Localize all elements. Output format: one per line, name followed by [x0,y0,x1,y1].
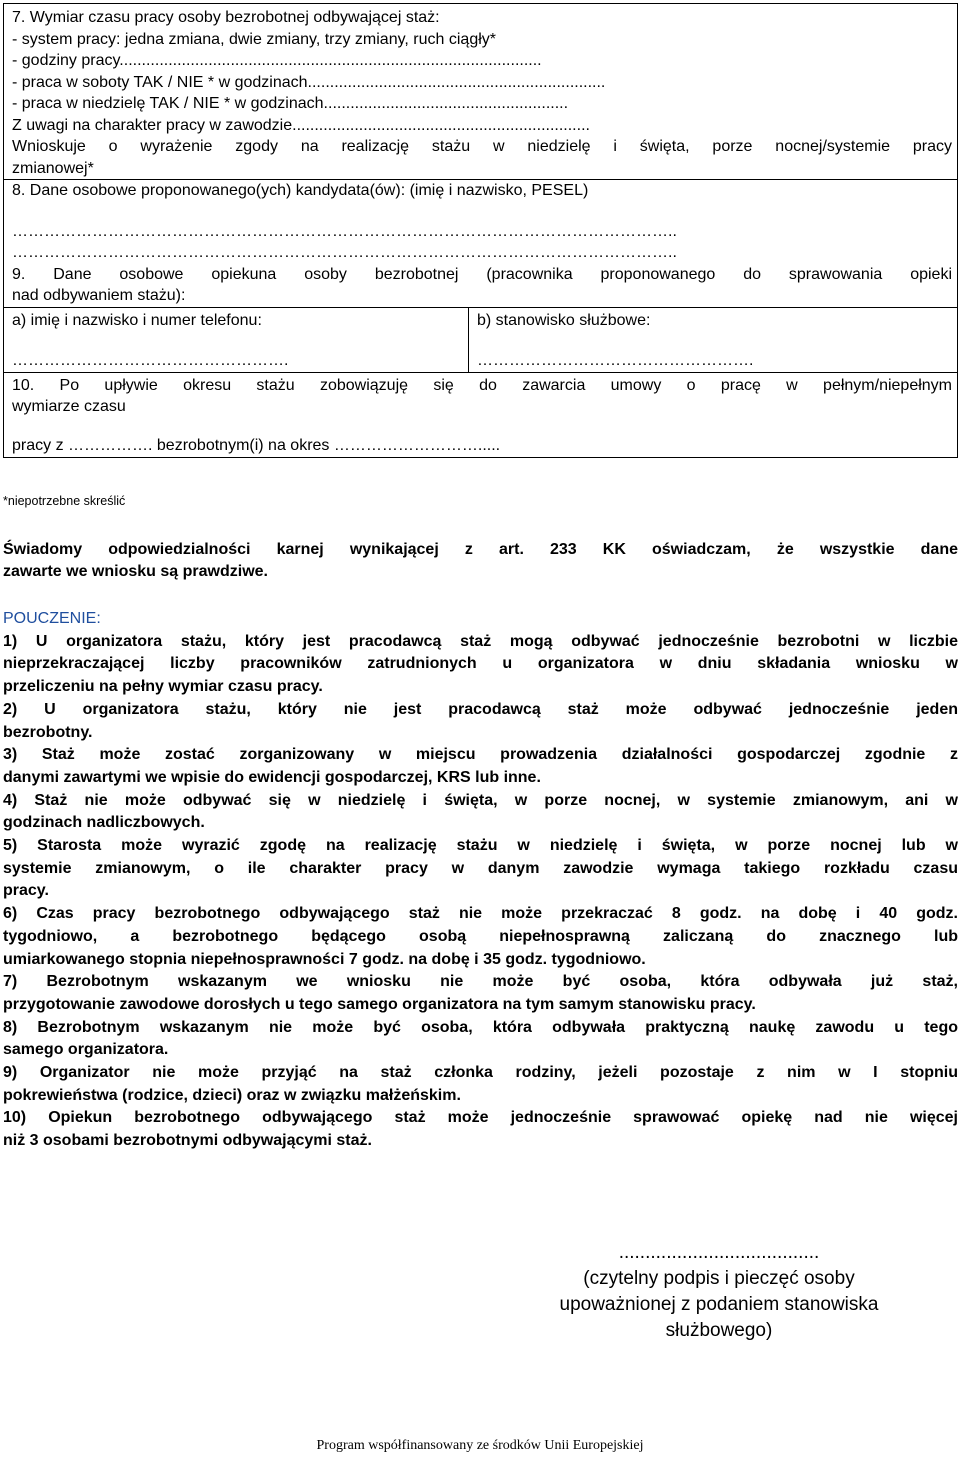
instructions-title: POUCZENIE: [3,610,101,627]
section-10 [4,372,957,458]
s9-col-a-label: a) imię i nazwisko i numer telefonu: [12,311,262,329]
form-table [3,3,958,458]
instruction-item [3,631,958,699]
instruction-line: tygodniowo, a bezrobotnego będącego osobą niepełnosprawną zaliczaną do znacznego lub [3,927,958,945]
instruction-line-last: przygotowanie zawodowe dorosłych u tego samego organizatora na tym samym stanowisku pracy. [3,995,756,1013]
instruction-item [3,835,958,903]
s8-candidate-line-2[interactable]: …………………………………………………………………………………………………………….. [12,244,677,261]
instructions-list [3,631,958,1153]
s10-spacer [12,418,952,435]
s8-candidate-line-1[interactable]: …………………………………………………………………………………………………………….. [12,222,677,240]
instruction-line-last: samego organizatora. [3,1041,169,1059]
footnote: *niepotrzebne skreślić [3,494,126,508]
instruction-line: 8) Bezrobotnym wskazanym nie może być osoba, która odbywała praktyczną naukę zawodu u tego [3,1018,958,1036]
instruction-line-last: niż 3 osobami bezrobotnymi odbywającymi staż. [3,1132,372,1150]
s8-spacer [12,202,952,221]
s9-line-2: nad odbywaniem stażu): [12,287,186,304]
s9-col-b-dots[interactable]: ……………………………………………. [477,352,754,369]
s7-line-4: - praca w soboty TAK / NIE * w godzinach................................................................... [12,73,606,91]
footer: Program współfinansowany ze środków Unii Europejskiej [316,1438,644,1453]
instruction-line-last: przeliczeniu na pełny wymiar czasu pracy. [3,678,323,696]
declaration-line-2: zawarte we wniosku są prawdziwe. [3,562,268,580]
s7-line-3: - godziny pracy............................................................................................... [12,52,542,69]
instruction-item [3,1107,958,1152]
instruction-line: 5) Starosta może wyrazić zgodę na realizację stażu w niedzielę i święta, w porze nocnej lub w [3,837,958,855]
s9-col-a [4,308,469,372]
s9-col-a-dots[interactable]: ……………………………………………. [12,352,289,369]
instructions [3,608,958,1153]
s9-col-a-spacer [12,331,463,350]
instruction-item [3,971,958,1016]
instruction-line-last: bezrobotny. [3,723,93,741]
section-9 [4,264,957,307]
signature-block [520,1240,918,1344]
s7-line-7: Wnioskuje o wyrażenie zgody na realizację stażu w niedzielę i święta, porze nocnej/systemie pracy [12,138,952,155]
instruction-line: systemie zmianowym, o ile charakter pracy w danym zawodzie wymaga takiego rozkładu czasu [3,859,958,877]
s7-line-6: Z uwagi na charakter pracy w zawodzie................................................................... [12,116,590,134]
instruction-line: 10) Opiekun bezrobotnego odbywającego staż może jednocześnie sprawować opiekę nad nie więcej [3,1109,958,1127]
instruction-line: 2) U organizatora stażu, który nie jest pracodawcą staż może odbywać jednocześnie jeden [3,700,958,718]
instruction-line: 4) Staż nie może odbywać się w niedzielę i święta, w porze nocnej, w systemie zmianowym, ani w [3,791,958,809]
instruction-item [3,699,958,744]
signature-dots: ...................................... [618,1242,820,1263]
section-9-columns [4,307,957,372]
instruction-line: 6) Czas pracy bezrobotnego odbywającego staż nie może przekraczać 8 godz. na dobę i 40 godz. [3,905,958,923]
instruction-line: nieprzekraczającej liczby pracowników zatrudnionych u organizatora w dniu składania wniosku w [3,655,958,673]
instruction-item [3,1062,958,1107]
s9-col-b [469,308,957,372]
instruction-line-last: pokrewieństwa (rodzice, dzieci) oraz w związku małżeńskim. [3,1086,461,1104]
s7-line-5: - praca w niedzielę TAK / NIE * w godzinach....................................................... [12,95,569,112]
instruction-line-last: godzinach nadliczbowych. [3,814,205,832]
instruction-item [3,1017,958,1062]
instruction-item [3,790,958,835]
instruction-line-last: pracy. [3,882,49,900]
instruction-line-last: umiarkowanego stopnia niepełnosprawności 7 godz. na dobę i 35 godz. tygodniowo. [3,950,646,968]
s10-line-1: 10. Po upływie okresu stażu zobowiązuję się do zawarcia umowy o pracę w pełnym/niepełnym [12,376,952,394]
s9-col-b-label: b) stanowisko służbowe: [477,311,651,329]
instruction-line-last: danymi zawartymi we wpisie do ewidencji gospodarczej, KRS lub inne. [3,768,541,786]
instruction-line: 7) Bezrobotnym wskazanym we wniosku nie może być osoba, która odbywała już staż, [3,973,958,991]
signature-line-2: upoważnionej z podaniem stanowiska [559,1294,879,1315]
s8-label: 8. Dane osobowe proponowanego(ych) kandydata(ów): (imię i nazwisko, PESEL) [12,182,589,199]
instruction-line: 1) U organizatora stażu, który jest pracodawcą staż mogą odbywać jednocześnie bezrobotni w liczbie [3,632,958,650]
instruction-item [3,903,958,971]
signature-line-1: (czytelny podpis i pieczęć osoby [583,1268,855,1289]
section-8 [4,179,957,264]
s10-line-3[interactable]: pracy z ……………. bezrobotnym(i) na okres ………………………..... [12,436,501,454]
s7-line-1: 7. Wymiar czasu pracy osoby bezrobotnej odbywającej staż: [12,9,440,26]
s9-col-b-spacer [477,331,952,350]
s7-line-2: - system pracy: jedna zmiana, dwie zmiany, trzy zmiany, ruch ciągły* [12,30,497,48]
declaration-line-1: Świadomy odpowiedzialności karnej wynikającej z art. 233 KK oświadczam, że wszystkie dane [3,541,958,558]
instruction-item [3,744,958,789]
instruction-line: 9) Organizator nie może przyjąć na staż członka rodziny, jeżeli pozostaje z nim w I stopniu [3,1064,958,1082]
section-7 [4,4,957,179]
signature-line-3: służbowego) [665,1320,773,1341]
s10-line-2: wymiarze czasu [12,398,126,415]
s9-line-1: 9. Dane osobowe opiekuna osoby bezrobotnej (pracownika proponowanego do sprawowania opieki [12,265,952,283]
instruction-line: 3) Staż może zostać zorganizowany w miejscu prowadzenia działalności gospodarczej zgodnie z [3,746,958,764]
s7-line-8: zmianowej* [12,159,94,177]
declaration [3,539,958,582]
